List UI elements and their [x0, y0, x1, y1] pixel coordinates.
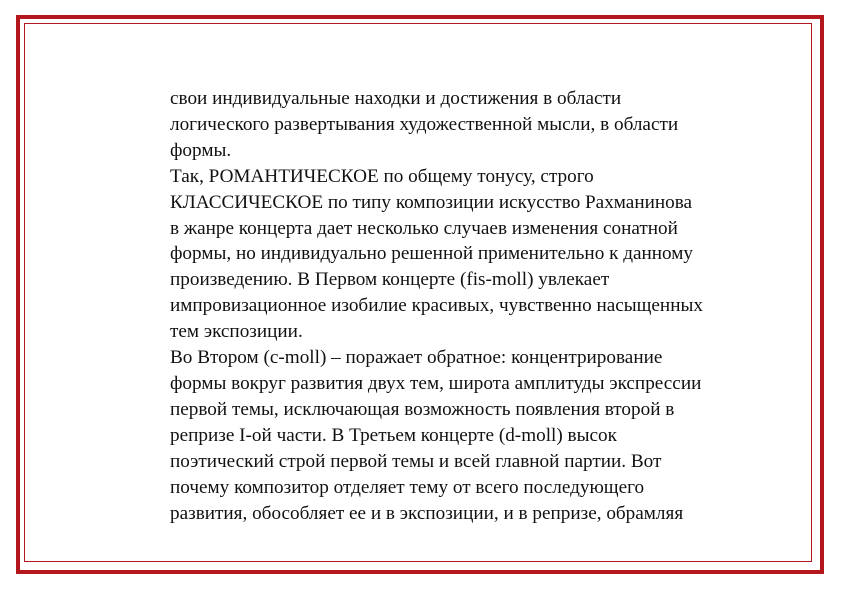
text-line: поэтический строй первой темы и всей главной партии. Вот: [170, 450, 662, 472]
text-line: развития, обособляет ее и в экспозиции, и в репризе, обрамляя: [170, 502, 684, 524]
text-line: формы, но индивидуально решенной применительно к данному: [170, 243, 693, 265]
text-line: Во Втором (c-moll) – поражает обратное: концентрирование: [170, 347, 663, 369]
text-line: формы.: [170, 139, 232, 161]
text-line: КЛАССИЧЕСКОЕ по типу композиции искусство Рахманинова: [170, 191, 693, 213]
text-line: репризе I-ой части. В Третьем концерте (d-moll) высок: [170, 424, 617, 446]
text-line: в жанре концерта дает несколько случаев изменения сонатной: [170, 217, 678, 239]
text-line: формы вокруг развития двух тем, широта амплитуды экспрессии: [170, 372, 702, 394]
text-line: первой темы, исключающая возможность появления второй в: [170, 398, 675, 420]
text-line: произведению. В Первом концерте (fis-moll) увлекает: [170, 269, 610, 291]
text-line: Так, РОМАНТИЧЕСКОЕ по общему тонусу, строго: [170, 165, 594, 187]
text-line: логического развертывания художественной мысли, в области: [170, 113, 679, 135]
slide-body-text: [170, 86, 800, 526]
text-line: свои индивидуальные находки и достижения в области: [170, 88, 622, 109]
text-line: импровизационное изобилие красивых, чувственно насыщенных: [170, 295, 703, 317]
text-line: тем экспозиции.: [170, 321, 303, 343]
text-line: почему композитор отделяет тему от всего последующего: [170, 476, 645, 498]
